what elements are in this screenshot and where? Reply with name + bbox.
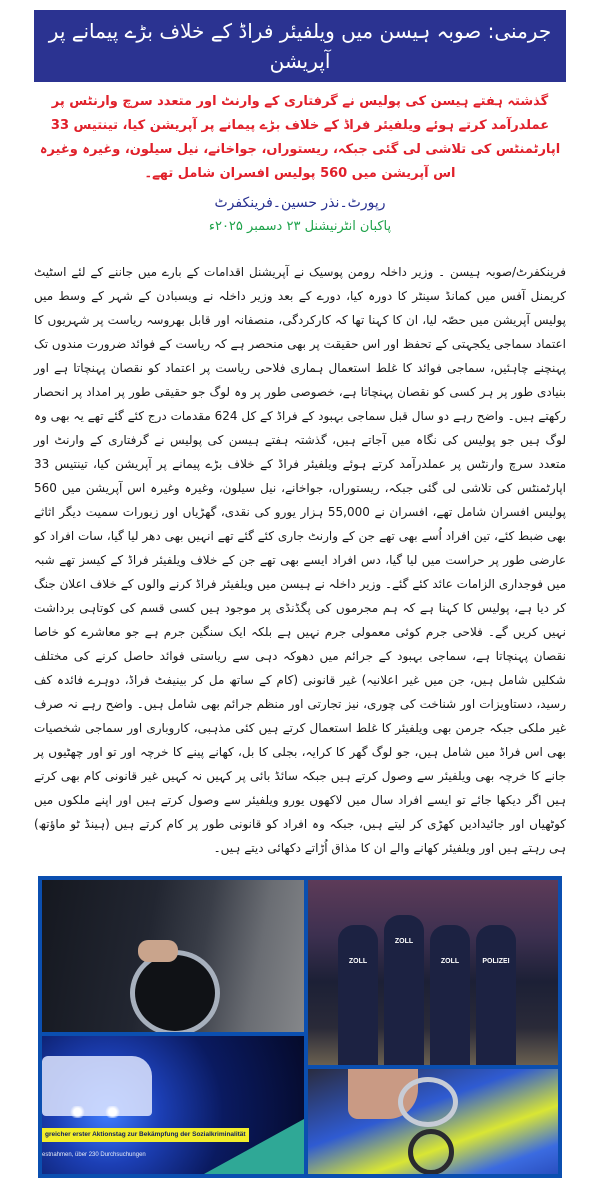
photo-night-raid <box>42 1036 304 1174</box>
vest-label: POLIZEI <box>482 958 510 965</box>
helmet-shape <box>130 950 220 1032</box>
photo-collage <box>38 876 562 1178</box>
article-dateline: پاکبان انٹرنیشنل ۲۳ دسمبر ۲۰۲۵ء <box>208 219 392 234</box>
photo-customs-officers <box>308 880 558 1065</box>
hand-shape <box>138 940 178 962</box>
article-body: فرینکفرٹ/صوبہ ہیسن ۔ وزیر داخلہ رومن پوسیک نے آپریشنل اقدامات کے بارے میں جاننے کے لئے اسٹیٹ کریمنل آفس میں کمانڈ سینٹر کا دورہ کیا، دورے کے بعد وزیر داخلہ نے ویسبادن کے شہر کے وسط میں پولیس آپریشن میں حصّہ لیا، ان کا کہنا تھا کہ کارکردگی، منصفانہ اور قابل بھروسہ ریاست پر شہریوں کا اعتماد سماجی یکجہتی کے تحفظ اور اس حقیقت پر بھی منحصر ہے کہ ریاست کے فوائد ضرورت مندوں تک پہنچنے چاہئیں، سماجی فوائد کا غلط استعمال ہماری فلاحی ریاست پر اعتماد کو نقصان پہنچاتا ہے اور بنیادی طور پر ہر کسی کو نقصان پہنچاتا ہے، خصوصی طور پر وہ لوگ جو حقیقی طور پر امداد پر انحصار رکھتے ہیں۔ واضح رہے دو سال قبل سماجی بہبود کے فراڈ کے کل 624 مقدمات درج کئے گئے تھے یہ بھی وہ لوگ ہیں جو پولیس کی نگاہ میں آجاتے ہیں، گذشتہ ہفتے ہیسن کی پولیس نے گرفتاری کے وارنٹ اور متعدد سرچ وارنٹس پر عملدرآمد کرتے ہوئے ویلفیئر فراڈ کے خلاف بڑے پیمانے پر آپریشن کیا، تینتیس 33 اپارٹمنٹس کی تلاشی لی گئی جبکہ، ریستوراں، جواخانے، نیل سیلون، وغیرہ وغیرہ اس آپریشن میں 560 پولیس افسران شامل تھے، افسران نے 55,000 ہزار یورو کی نقدی، گھڑیاں اور زیورات سمیت دیگر اثاثے بھی ضبط کئے، تین افراد اُسے بھی تھے جن کے وارنٹ جاری کئے گئے تھے انہیں بھی دھر لیا گیا، سات افراد کو عارضی طور پر حراست میں لیا گیا، دس افراد ایسے بھی تھے جن کے خلاف ویلفیئر فراڈ کے کیسز تھے شبہ میں فوجداری الزامات عائد کئے گئے۔ وزیر داخلہ نے ہیسن میں ویلفیئر فراڈ کرنے والوں کے خلاف اعلان جنگ کر دیا ہے، پولیس کا کہنا ہے کہ ہم مجرموں کی پگڈنڈی پر موجود ہیں کسی قسم کی کوتاہی برداشت نہیں کریں گے۔ فلاحی جرم کوئی معمولی جرم نہیں ہے بلکہ ایک سنگین جرم ہے جو معاشرے کو خاصا نقصان پہنچاتا ہے، سماجی بہبود کے جرائم میں دھوکہ دہی سے ریاستی فوائد حاصل کرنے کی مختلف شکلیں شامل ہیں، جن میں غیر اعلانیہ) غیر قانونی (کام کے ساتھ مل کر بینیفٹ فراڈ، دوہرے فائدہ کف رسید، دستاویزات اور شناخت کی چوری، نیز تجارتی اور منظم جرائم بھی شامل ہیں۔ واضح رہے نہ صرف غیر ملکی جبکہ جرمن بھی ویلفیئر کا غلط استعمال کرتے ہیں کئی مذہبی، کاروباری اور سماجی شخصیات بھی اس فراڈ میں شامل ہیں، جو لوگ گھر کا کرایہ، بجلی کا بل، کھانے پینے کا خرچہ اور تو اور چھٹیوں پر جانے کا خرچہ بھی ویلفیئر سے وصول کرتے ہیں جبکہ سائڈ بائی پر کہیں نہ کہیں غیر قانونی کام بھی کرتے ہیں اگر دیکھا جائے تو ایسے افراد سال میں لاکھوں یورو ویلفیئر سے وصول کرتے ہیں اور اپنے ملکوں میں کوٹھیاں اور جائیدادیں کھڑی کر لیتے ہیں، جبکہ وہ افراد کو قانونی طور پر کام کرتے ہیں (ہینڈ ٹو ماؤتھ) ہی رہتے ہیں اور ویلفیئر کھانے والے ان کا مذاق اُڑاتے دکھائی دیتے ہیں۔ <box>34 265 566 855</box>
officer-figure <box>430 925 470 1065</box>
photo-officer-helmet <box>42 880 304 1032</box>
officer-figure <box>384 915 424 1065</box>
officer-figure <box>476 925 516 1065</box>
article-lead: گذشتہ ہفتے ہیسن کی پولیس نے گرفتاری کے وارنٹ اور متعدد سرچ وارنٹس پر عملدرآمد کرتے ہوئے ویلفیئر فراڈ کے خلاف بڑے پیمانے پر آپریشن کیا، تینتیس 33 اپارٹمنٹس کی تلاشی لی گئی جبکہ، ریستوراں، جواخانے، نیل سیلون، وغیرہ وغیرہ اس آپریشن میں 560 پولیس افسران شامل تھے۔ <box>39 94 561 181</box>
article-headline: جرمنی: صوبہ ہیسن میں ویلفیئر فراڈ کے خلاف بڑے پیمانے پر آپریشن <box>34 10 566 82</box>
vest-label: ZOLL <box>348 958 368 965</box>
photo-caption-sub: estnahmen, über 230 Durchsuchungen <box>42 1152 146 1158</box>
handcuff-shape <box>398 1077 458 1127</box>
photo-caption-headline: greicher erster Aktionstag zur Bekämpfung der Sozialkriminalität <box>42 1128 249 1142</box>
article-byline: رپورٹ۔نذر حسین۔فرینکفرٹ <box>214 195 386 211</box>
photo-handcuffs <box>308 1069 558 1174</box>
vest-label: ZOLL <box>440 958 460 965</box>
officer-figure <box>338 925 378 1065</box>
vest-label: ZOLL <box>394 938 414 945</box>
blue-lights-shape <box>60 1106 130 1118</box>
handcuff-shape <box>408 1129 454 1174</box>
